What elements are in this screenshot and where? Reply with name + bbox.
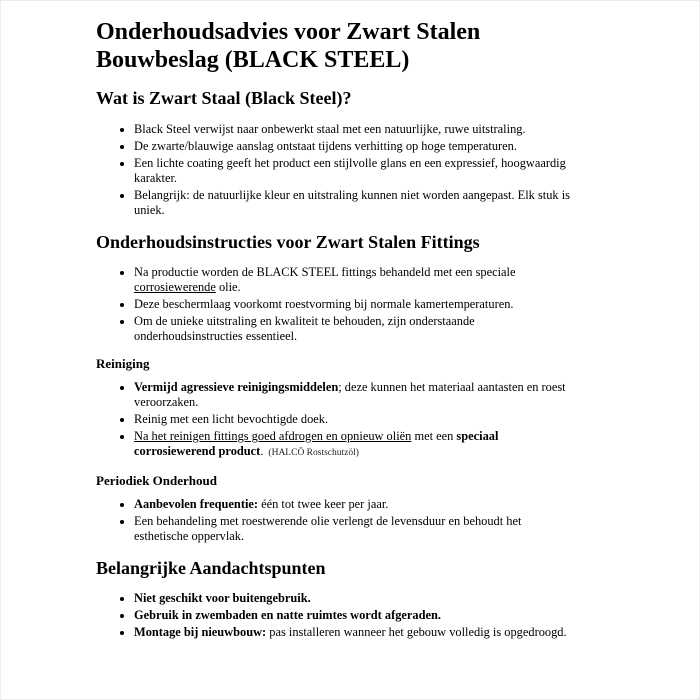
- bullet-text: met een: [411, 428, 457, 443]
- maintenance-bullet-list: [96, 265, 571, 344]
- bullet-text: .: [260, 443, 264, 458]
- list-item: • Reinig met een licht bevochtigde doek.: [134, 412, 571, 427]
- bullet-text-underlined: Na het reinigen fittings goed afdrogen en opnieuw oliën: [134, 428, 412, 443]
- section-heading-important-points: Belangrijke Aandachtspunten: [96, 557, 326, 578]
- bullet-text-bold: Niet geschikt voor buitengebruik.: [134, 591, 311, 606]
- subsection-heading-cleaning: Reiniging: [96, 356, 150, 372]
- list-item: • Om de unieke uitstraling en kwaliteit te behouden, zijn onderstaande onderhoudsinstructies essentieel.: [134, 314, 571, 344]
- bullet-text: ; deze kunnen het materiaal aantasten en roest veroorzaken.: [134, 379, 566, 409]
- subsection-heading-periodic-maintenance: Periodiek Onderhoud: [96, 472, 217, 488]
- bullet-text: Na productie worden de BLACK STEEL fittings behandeld met een speciale: [134, 265, 516, 280]
- list-item: • Belangrijk: de natuurlijke kleur en uitstraling kunnen niet worden aangepast. Elk stuk is uniek.: [134, 188, 571, 218]
- bullet-text-bold: speciaal corrosiewerend product: [134, 428, 499, 458]
- list-item: • Black Steel verwijst naar onbewerkt staal met een natuurlijke, ruwe uitstraling.: [134, 122, 571, 137]
- list-item: [134, 429, 571, 461]
- section-heading-maintenance-instructions: Onderhoudsinstructies voor Zwart Stalen Fittings: [96, 231, 480, 252]
- document-title-line-2: Bouwbeslag (BLACK STEEL): [96, 46, 410, 73]
- bullet-text: olie.: [215, 280, 241, 295]
- document-title-line-1: Onderhoudsadvies voor Zwart Stalen: [96, 19, 481, 45]
- bullet-text: één tot twee keer per jaar.: [258, 496, 389, 511]
- bullet-text-underlined: corrosiewerende: [134, 280, 216, 295]
- bullet-text-bold: Aanbevolen frequentie:: [134, 496, 259, 511]
- list-item: [134, 265, 571, 295]
- bullet-text-bold: Montage bij nieuwbouw:: [134, 625, 267, 640]
- list-item: • Een behandeling met roestwerende olie verlengt de levensduur en behoudt het esthetische oppervlak.: [134, 514, 571, 544]
- list-item: [134, 380, 571, 410]
- bullet-text-bold: Gebruik in zwembaden en natte ruimtes wordt afgeraden.: [134, 608, 441, 623]
- list-item: • Een lichte coating geeft het product een stijlvolle glans en een expressief, hoogwaardig karakter.: [134, 156, 571, 186]
- important-bullet-list: [96, 591, 571, 640]
- list-item: • Deze beschermlaag voorkomt roestvorming bij normale kamertemperaturen.: [134, 297, 571, 312]
- list-item: • De zwarte/blauwige aanslag ontstaat tijdens verhitting op hoge temperaturen.: [134, 139, 571, 154]
- cleaning-bullet-list: [96, 380, 571, 461]
- what-is-bullet-list: [96, 122, 571, 218]
- bullet-text-bold: Vermijd agressieve reinigingsmiddelen: [134, 379, 339, 394]
- list-item: [134, 497, 571, 512]
- list-item: [134, 591, 571, 606]
- bullet-text: pas installeren wanneer het gebouw volledig is opgedroogd.: [266, 625, 567, 640]
- footnote-text: (HALCÖ Rostschutzöl): [268, 447, 359, 458]
- section-heading-what-is-black-steel: Wat is Zwart Staal (Black Steel)?: [96, 88, 352, 109]
- list-item: [134, 608, 571, 623]
- periodic-bullet-list: [96, 497, 571, 544]
- document-title: [96, 19, 571, 74]
- list-item: [134, 625, 571, 640]
